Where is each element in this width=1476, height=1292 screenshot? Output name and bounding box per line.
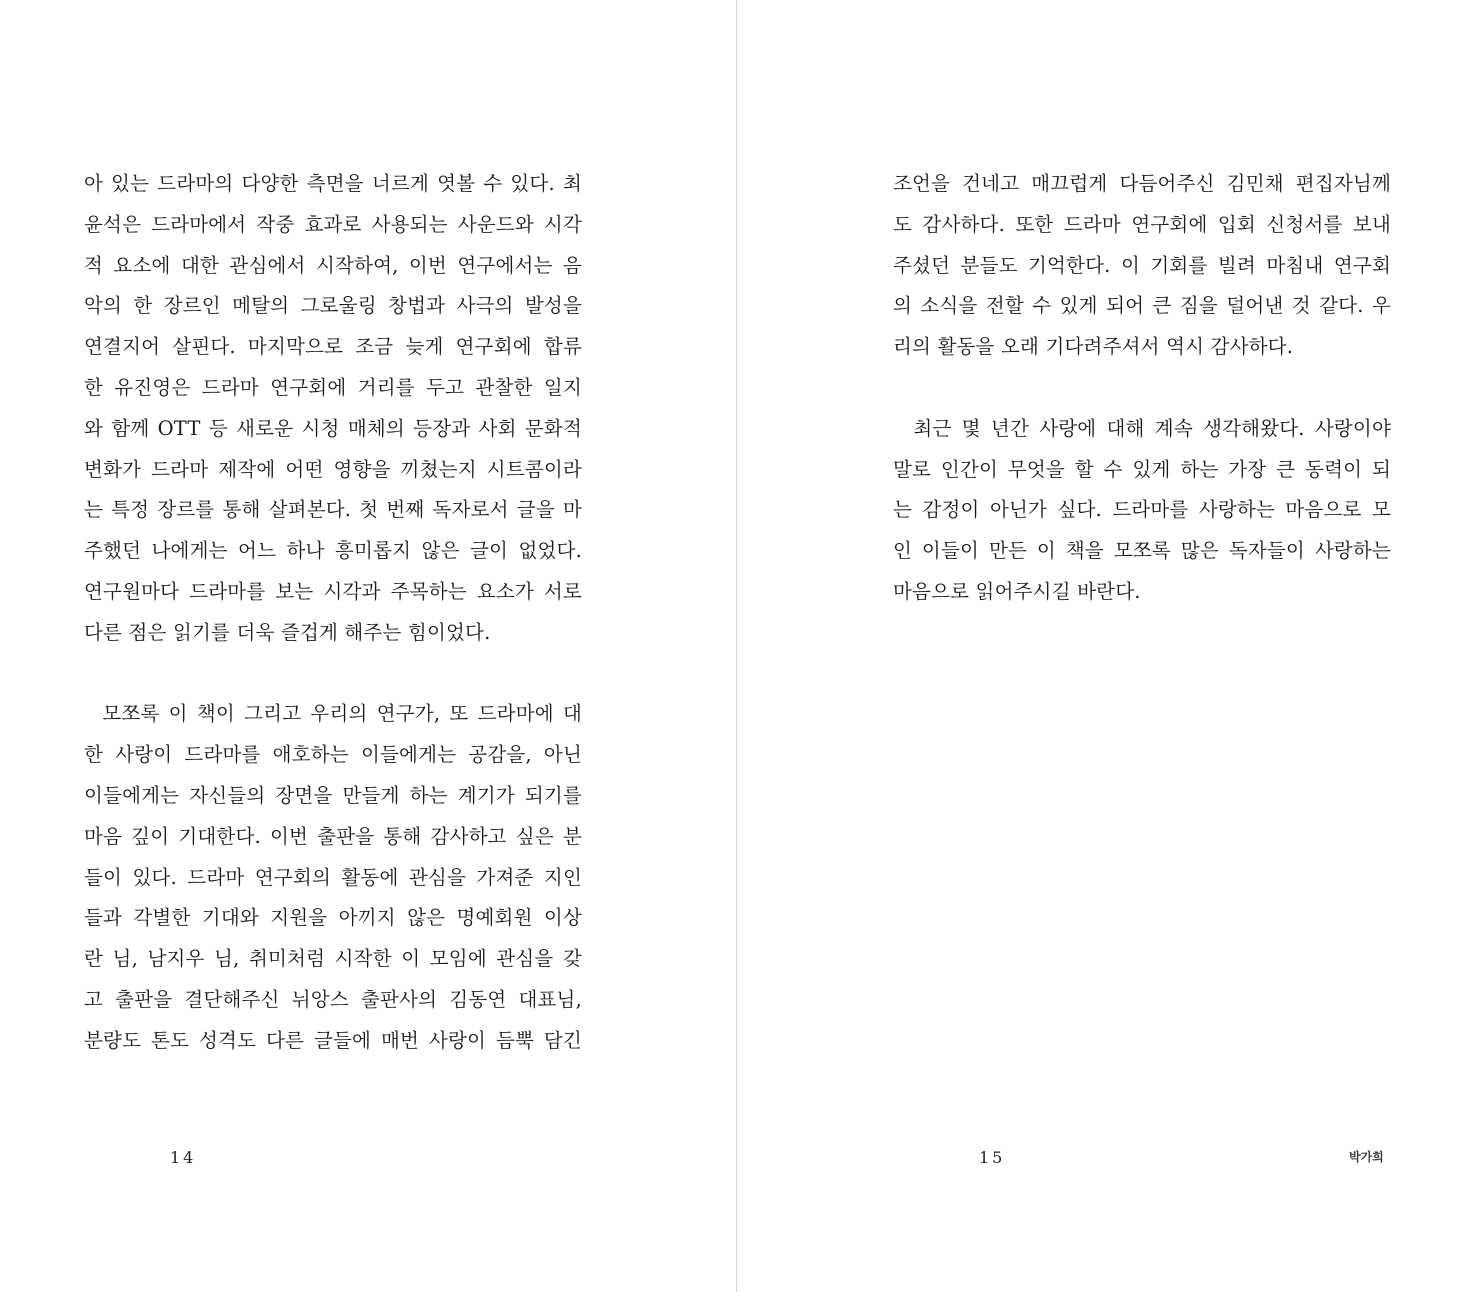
text-line: 의 소식을 전할 수 있게 되어 큰 짐을 덜어낸 것 같다. 우 — [893, 294, 1391, 318]
paragraph — [84, 164, 582, 654]
text-line: 악의 한 장르인 메탈의 그로울링 창법과 사극의 발성을 — [84, 294, 582, 318]
text-line: 윤석은 드라마에서 작중 효과로 사용되는 사운드와 시각 — [84, 212, 582, 236]
text-line: 아 있는 드라마의 다양한 측면을 너르게 엿볼 수 있다. 최 — [84, 172, 582, 195]
paragraph — [893, 409, 1391, 613]
text-line: 고 출판을 결단해주신 뉘앙스 출판사의 김동연 대표님, — [84, 987, 582, 1011]
page-number: 15 — [979, 1148, 1006, 1167]
text-line: 적 요소에 대한 관심에서 시작하여, 이번 연구에서는 음 — [84, 253, 582, 277]
text-line: 최근 몇 년간 사랑에 대해 계속 생각해왔다. 사랑이야 — [893, 416, 1391, 440]
text-line: 는 특정 장르를 통해 살펴본다. 첫 번째 독자로서 글을 마 — [84, 498, 582, 522]
paragraph — [893, 164, 1391, 368]
text-line: 주셨던 분들도 기억한다. 이 기회를 빌려 마침내 연구회 — [893, 253, 1391, 277]
text-line: 들과 각별한 기대와 지원을 아끼지 않은 명예회원 이상 — [84, 906, 582, 930]
text-line: 마음으로 읽어주시길 바란다. — [893, 579, 1141, 603]
text-line: 들이 있다. 드라마 연구회의 활동에 관심을 가져준 지인 — [84, 865, 582, 889]
paragraph — [84, 694, 582, 1061]
running-head-author: 박가희 — [1349, 1150, 1384, 1164]
text-line: 리의 활동을 오래 기다려주셔서 역시 감사하다. — [893, 335, 1294, 359]
text-line: 모쪼록 이 책이 그리고 우리의 연구가, 또 드라마에 대 — [84, 702, 582, 726]
text-line: 마음 깊이 기대한다. 이번 출판을 통해 감사하고 싶은 분 — [84, 824, 582, 848]
text-line: 한 사랑이 드라마를 애호하는 이들에게는 공감을, 아닌 — [84, 743, 582, 767]
text-line: 다른 점은 읽기를 더욱 즐겁게 해주는 힘이었다. — [84, 620, 491, 644]
paragraph-gap — [893, 368, 1391, 409]
text-line: 연결지어 살핀다. 마지막으로 조금 늦게 연구회에 합류 — [84, 335, 582, 359]
text-line: 이들에게는 자신들의 장면을 만들게 하는 계기가 되기를 — [84, 783, 582, 807]
text-line: 도 감사하다. 또한 드라마 연구회에 입회 신청서를 보내 — [893, 212, 1391, 236]
text-line: 연구원마다 드라마를 보는 시각과 주목하는 요소가 서로 — [84, 579, 582, 603]
text-line: 주했던 나에게는 어느 하나 흥미롭지 않은 글이 없었다. — [84, 539, 582, 563]
text-line: 인 이들이 만든 이 책을 모쪼록 많은 독자들이 사랑하는 — [893, 539, 1391, 563]
left-page — [0, 0, 736, 1292]
text-line: 말로 인간이 무엇을 할 수 있게 하는 가장 큰 동력이 되 — [893, 457, 1391, 481]
text-line: 와 함께 OTT 등 새로운 시청 매체의 등장과 사회 문화적 — [84, 416, 582, 440]
text-line: 조언을 건네고 매끄럽게 다듬어주신 김민채 편집자님께 — [893, 172, 1391, 195]
text-line: 는 감정이 아닌가 싶다. 드라마를 사랑하는 마음으로 모 — [893, 498, 1391, 522]
paragraph-gap — [84, 654, 582, 695]
text-line: 분량도 톤도 성격도 다른 글들에 매번 사랑이 듬뿍 담긴 — [84, 1028, 582, 1052]
left-page-body — [84, 164, 582, 1062]
right-page-body — [893, 164, 1391, 613]
text-line: 란 님, 남지우 님, 취미처럼 시작한 이 모임에 관심을 갖 — [84, 947, 582, 971]
page-number: 14 — [170, 1148, 197, 1167]
text-line: 변화가 드라마 제작에 어떤 영향을 끼쳤는지 시트콤이라 — [84, 457, 582, 481]
text-line: 한 유진영은 드라마 연구회에 거리를 두고 관찰한 일지 — [84, 375, 582, 399]
right-page — [737, 0, 1476, 1292]
